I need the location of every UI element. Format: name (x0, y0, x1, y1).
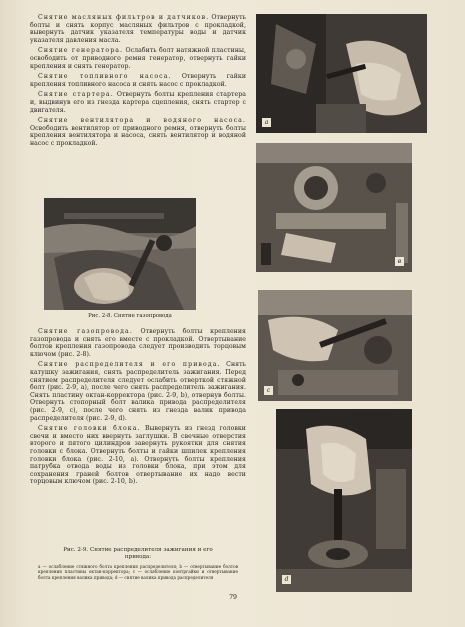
paragraph-oil-filters: Снятие масляных фильтров и датчиков. Отвернуть болты и снять корпус масляных фильтров с прокладкой, вывернуть датчик указателя температуры воды и датчик указателя давления масла. (30, 14, 246, 44)
text-column-bottom (30, 328, 246, 489)
paragraph-distributor: Снятие распределителя и его привода. Снять катушку зажигания, снять распределитель зажигания. Перед снятием распределителя следует ослабить отверткой стяжной болт (рис. 2-9, а), после чего снять распределитель зажигания. Снять пластину октан-корректора (рис. 2-9, b), отвернув болты. Отвернуть стопорный болт валика привода распределителя (рис. 2-9, с), после чего снять из гнезда валик привода распределителя (рис. 2-9, d). (30, 361, 246, 422)
figure-2-9-photo-b (256, 143, 412, 272)
figure-2-9-caption: Рис. 2-9. Снятие распределителя зажигания и его привода: (63, 547, 213, 560)
paragraph-fuel-pump: Снятие топливного насоса. Отвернуть гайки крепления топливного насоса и снять насос с прокладкой. (30, 73, 247, 88)
text-column-top (30, 14, 246, 151)
photo-label-a: a (262, 118, 271, 127)
figure-2-8-caption: Рис. 2-8. Снятие газопровода (88, 313, 172, 319)
figure-2-9-legend: а — ослабление стяжного болта крепления распределителя; b — отвертывание болтов крепления пластины октан-корректора; с — ослабление контргайки и отвертывание болта крепления валика привода; d — снятие валика привода распределителя (38, 564, 238, 580)
figure-2-8-photo (44, 198, 196, 310)
figure-2-9-photo-d (276, 409, 412, 592)
figure-2-9-photo-c (258, 290, 412, 401)
photo-label-b: в (395, 257, 404, 266)
paragraph-gas-pipeline: Снятие газопровода. Отвернуть болты крепления газопровода и снять его вместе с прокладкой. Отвертывание болтов крепления газопровода следует производить торцовым ключом (рис. 2-8). (30, 328, 246, 358)
page-number: 79 (229, 594, 237, 601)
figure-2-9-photo-a (256, 14, 427, 133)
photo-label-d: d (282, 575, 291, 584)
paragraph-starter: Снятие стартера. Отвернуть болты крепления стартера и, выдвинув его из гнезда картера сцепления, снять стартер с двигателя. (30, 91, 246, 114)
paragraph-cylinder-head: Снятие головки блока. Вывернуть из гнезд головки свечи и вместо них ввернуть заглушки. В свечные отверстия второго и пятого цилиндров завернуть рукоятки для снятия головки с блока. Отвернуть болты и гайки шпилек крепления головки блока (рис. 2-10, а). Отвернуть болты крепления патрубка отвода воды из головки блока, при этом для сохранения граней болтов отвертывание их надо вести торцовым ключом (рис. 2-10, b). (30, 425, 246, 486)
photo-label-c: с (264, 386, 273, 395)
paragraph-fan-water-pump: Снятие вентилятора и водяного насоса. Освободить вентилятор от приводного ремня, отвернуть болты крепления вентилятора и насоса, снять вентилятор и водяной насос с прокладкой. (30, 117, 246, 147)
paragraph-generator: Снятие генератора. Ослабить болт натяжной пластины, освободить от приводного ремня генератор, отвернуть гайки крепления и снять генератор. (30, 47, 246, 70)
